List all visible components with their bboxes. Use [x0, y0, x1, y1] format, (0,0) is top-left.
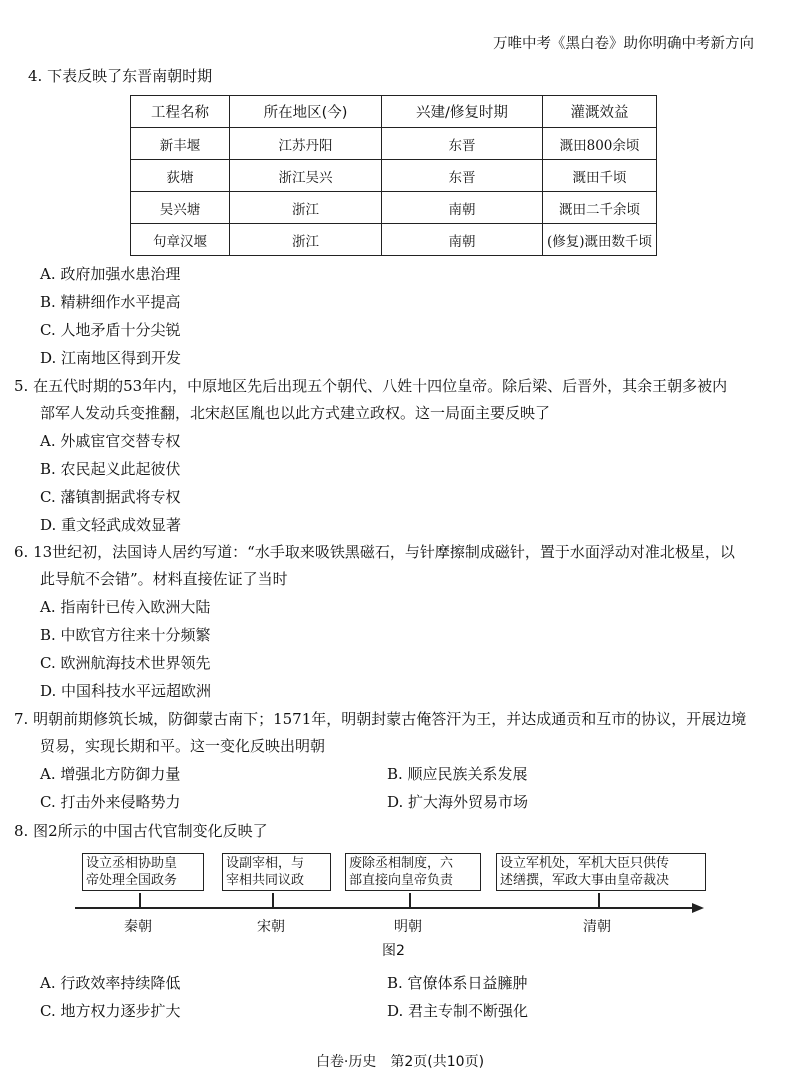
- page-header: 万唯中考《黑白卷》助你明确中考新方向: [493, 36, 754, 52]
- era-label-song: 宋朝: [257, 919, 285, 935]
- box-text: 宰相共同议政: [226, 873, 305, 888]
- q8-option-c[interactable]: C. 地方权力逐步扩大: [40, 1002, 181, 1020]
- timeline-box-song: [222, 853, 331, 891]
- box-text: 设立丞相协助皇: [86, 856, 178, 871]
- timeline-box-qing: [496, 853, 706, 891]
- table-cell: (修复)溉田数千顷: [543, 224, 657, 256]
- table-row: [131, 160, 657, 192]
- q8-stem: 8. 图2所示的中国古代官制变化反映了: [14, 822, 268, 840]
- timeline-box-ming: [345, 853, 481, 891]
- table-cell: 浙江: [230, 224, 382, 256]
- q4-option-c[interactable]: C. 人地矛盾十分尖锐: [40, 321, 181, 339]
- q6-option-b[interactable]: B. 中欧官方往来十分频繁: [40, 626, 211, 644]
- era-label-qin: 秦朝: [124, 919, 152, 935]
- q5-stem-line2: 部军人发动兵变推翻，北宋赵匡胤也以此方式建立政权。这一局面主要反映了: [40, 404, 551, 422]
- table-header: 工程名称: [131, 96, 230, 128]
- q8-option-d[interactable]: D. 君主专制不断强化: [387, 1002, 529, 1020]
- q5-option-b[interactable]: B. 农民起义此起彼伏: [40, 460, 181, 478]
- table-row: [131, 224, 657, 256]
- q7-option-b[interactable]: B. 顺应民族关系发展: [387, 765, 528, 783]
- table-header: 灌溉效益: [543, 96, 657, 128]
- table-cell: 吴兴塘: [131, 192, 230, 224]
- q7-stem-line1: 7. 明朝前期修筑长城，防御蒙古南下；1571年，明朝封蒙古俺答汗为王，并达成通贡和互市的协议，开展边境: [14, 710, 747, 728]
- table-cell: 浙江吴兴: [230, 160, 382, 192]
- timeline-axis: [75, 907, 695, 909]
- timeline-connector: [409, 893, 411, 907]
- box-text: 设立军机处，军机大臣只供传: [500, 856, 670, 871]
- table-cell: 江苏丹阳: [230, 128, 382, 160]
- box-text: 设副宰相，与: [226, 856, 305, 871]
- q5-option-d[interactable]: D. 重文轻武成效显著: [40, 516, 182, 534]
- table-cell: 东晋: [382, 128, 543, 160]
- table-cell: 东晋: [382, 160, 543, 192]
- table-cell: 荻塘: [131, 160, 230, 192]
- q4-stem: 4. 下表反映了东晋南朝时期: [28, 67, 213, 85]
- q6-option-c[interactable]: C. 欧洲航海技术世界领先: [40, 654, 211, 672]
- timeline-connector: [139, 893, 141, 907]
- q7-option-d[interactable]: D. 扩大海外贸易市场: [387, 793, 529, 811]
- table-header-row: [131, 96, 657, 128]
- q6-stem-line1: 6. 13世纪初，法国诗人居约写道：“水手取来吸铁黑磁石，与针摩擦制成磁针，置于水面浮动对准北极星，以: [14, 543, 735, 561]
- table-header: 所在地区(今): [230, 96, 382, 128]
- q6-option-a[interactable]: A. 指南针已传入欧洲大陆: [40, 598, 211, 616]
- table-cell: 溉田800余顷: [543, 128, 657, 160]
- timeline-connector: [598, 893, 600, 907]
- era-label-ming: 明朝: [394, 919, 422, 935]
- timeline-connector: [272, 893, 274, 907]
- era-label-qing: 清朝: [583, 919, 611, 935]
- page-footer: 白卷·历史 第2页(共10页): [315, 1054, 485, 1070]
- q7-option-a[interactable]: A. 增强北方防御力量: [40, 765, 181, 783]
- table-cell: 浙江: [230, 192, 382, 224]
- table-cell: 溉田千顷: [543, 160, 657, 192]
- q7-stem-line2: 贸易，实现长期和平。这一变化反映出明朝: [40, 737, 326, 755]
- box-text: 部直接向皇帝负责: [349, 873, 454, 888]
- q5-option-c[interactable]: C. 藩镇割据武将专权: [40, 488, 181, 506]
- box-text: 帝处理全国政务: [86, 873, 178, 888]
- q5-option-a[interactable]: A. 外戚宦官交替专权: [40, 432, 181, 450]
- q7-option-c[interactable]: C. 打击外来侵略势力: [40, 793, 181, 811]
- q4-option-b[interactable]: B. 精耕细作水平提高: [40, 293, 181, 311]
- timeline-box-qin: [82, 853, 204, 891]
- box-text: 废除丞相制度，六: [349, 856, 454, 871]
- q8-option-a[interactable]: A. 行政效率持续降低: [40, 974, 181, 992]
- table-header: 兴建/修复时期: [382, 96, 543, 128]
- q6-stem-line2: 此导航不会错”。材料直接佐证了当时: [40, 570, 288, 588]
- table-row: [131, 192, 657, 224]
- table-row: [131, 128, 657, 160]
- box-text: 述缮撰，军政大事由皇帝裁决: [500, 873, 670, 888]
- q4-option-a[interactable]: A. 政府加强水患治理: [40, 265, 181, 283]
- q5-stem-line1: 5. 在五代时期的53年内，中原地区先后出现五个朝代、八姓十四位皇帝。除后梁、后晋外，其余王朝多被内: [14, 377, 728, 395]
- irrigation-table: [130, 95, 657, 256]
- timeline-arrow-icon: [692, 903, 704, 913]
- table-cell: 南朝: [382, 192, 543, 224]
- table-cell: 新丰堰: [131, 128, 230, 160]
- figure-caption: 图2: [382, 943, 405, 959]
- table-cell: 南朝: [382, 224, 543, 256]
- q4-option-d[interactable]: D. 江南地区得到开发: [40, 349, 182, 367]
- q8-option-b[interactable]: B. 官僚体系日益臃肿: [387, 974, 528, 992]
- table-cell: 溉田二千余顷: [543, 192, 657, 224]
- q6-option-d[interactable]: D. 中国科技水平远超欧洲: [40, 682, 212, 700]
- table-cell: 句章汉堰: [131, 224, 230, 256]
